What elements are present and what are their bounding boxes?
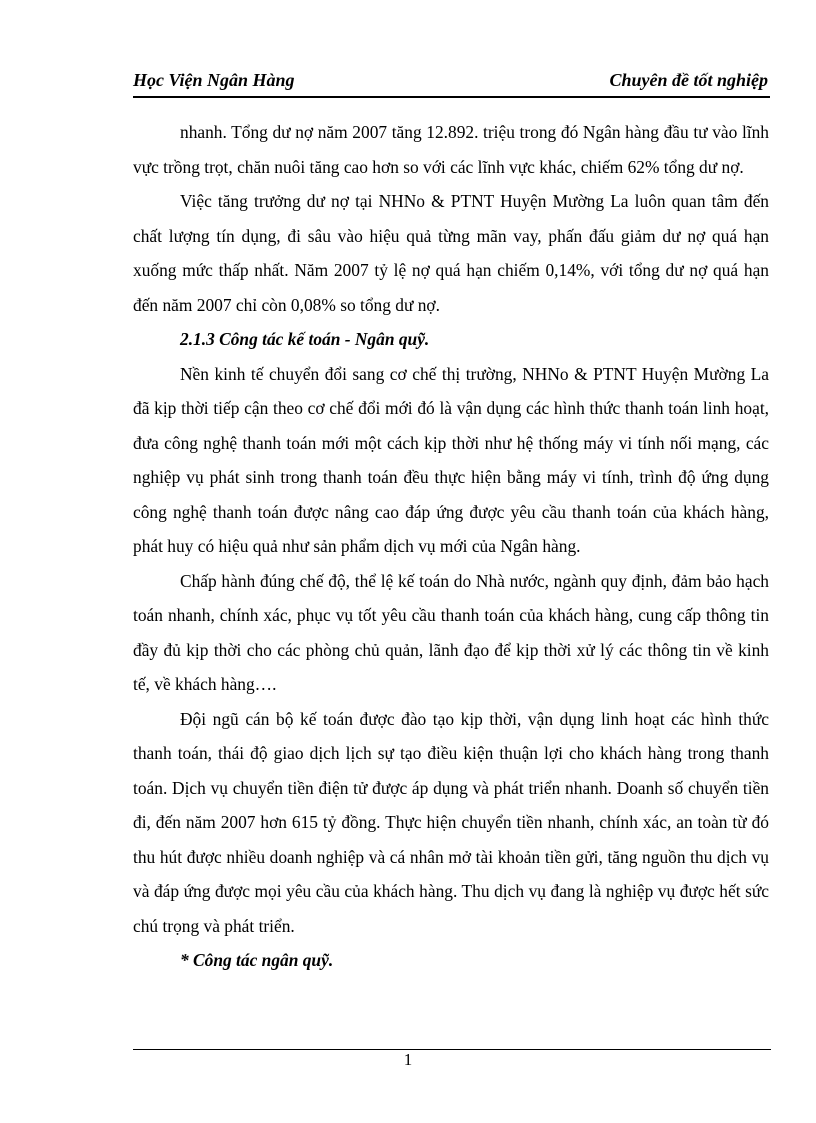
paragraph-2: Việc tăng trưởng dư nợ tại NHNo & PTNT Huyện Mường La luôn quan tâm đến chất lượng tín dụng, đi sâu vào hiệu quả từng mãn vay, phấn đấu giảm dư nợ quá hạn xuống mức thấp nhất. Năm 2007 tỷ lệ nợ quá hạn chiếm 0,14%, với tổng dư nợ quá hạn đến năm 2007 chỉ còn 0,08% so tổng dư nợ. <box>133 191 769 315</box>
page-number: 1 <box>403 1050 413 1069</box>
header-document-type: Chuyên đề tốt nghiệp <box>609 70 768 90</box>
header-institution: Học Viện Ngân Hàng <box>133 70 295 90</box>
sub-heading-ngan-quy: * Công tác ngân quỹ. <box>180 950 334 970</box>
paragraph-4: Chấp hành đúng chế độ, thể lệ kế toán do Nhà nước, ngành quy định, đảm bảo hạch toán nhanh, chính xác, phục vụ tốt yêu cầu thanh toán của khách hàng, cung cấp thông tin đầy đủ kịp thời cho các phòng chủ quản, lãnh đạo để kịp thời xử lý các thông tin về kinh tế, về khách hàng…. <box>133 570 769 694</box>
paragraph-5: Đội ngũ cán bộ kế toán được đào tạo kịp thời, vận dụng linh hoạt các hình thức thanh toán, thái độ giao dịch lịch sự tạo điều kiện thuận lợi cho khách hàng trong thanh toán. Dịch vụ chuyển tiền điện tử được áp dụng và phát triển nhanh. Doanh số chuyển tiền đi, đến năm 2007 hơn 615 tỷ đồng. Thực hiện chuyển tiền nhanh, chính xác, an toàn từ đó thu hút được nhiều doanh nghiệp và cá nhân mở tài khoản tiền gửi, tăng nguồn thu dịch vụ và đáp ứng được mọi yêu cầu của khách hàng. Thu dịch vụ đang là nghiệp vụ được hết sức chú trọng và phát triển. <box>133 708 769 936</box>
page-header <box>133 68 770 98</box>
paragraph-1: nhanh. Tổng dư nợ năm 2007 tăng 12.892. triệu trong đó Ngân hàng đầu tư vào lĩnh vực trồng trọt, chăn nuôi tăng cao hơn so với các lĩnh vực khác, chiếm 62% tổng dư nợ. <box>133 122 769 177</box>
document-body <box>133 115 769 978</box>
section-heading-2-1-3: 2.1.3 Công tác kế toán - Ngân quỹ. <box>180 329 430 349</box>
paragraph-3: Nền kinh tế chuyển đổi sang cơ chế thị trường, NHNo & PTNT Huyện Mường La đã kịp thời tiếp cận theo cơ chế đổi mới đó là vận dụng các hình thức thanh toán linh hoạt, đưa công nghệ thanh toán mới một cách kịp thời như hệ thống máy vi tính nối mạng, các nghiệp vụ phát sinh trong thanh toán đều thực hiện bằng máy vi tính, trình độ ứng dụng công nghệ thanh toán được nâng cao đáp ứng được yêu cầu thanh toán của khách hàng, phát huy có hiệu quả như sản phẩm dịch vụ mới của Ngân hàng. <box>133 363 769 556</box>
